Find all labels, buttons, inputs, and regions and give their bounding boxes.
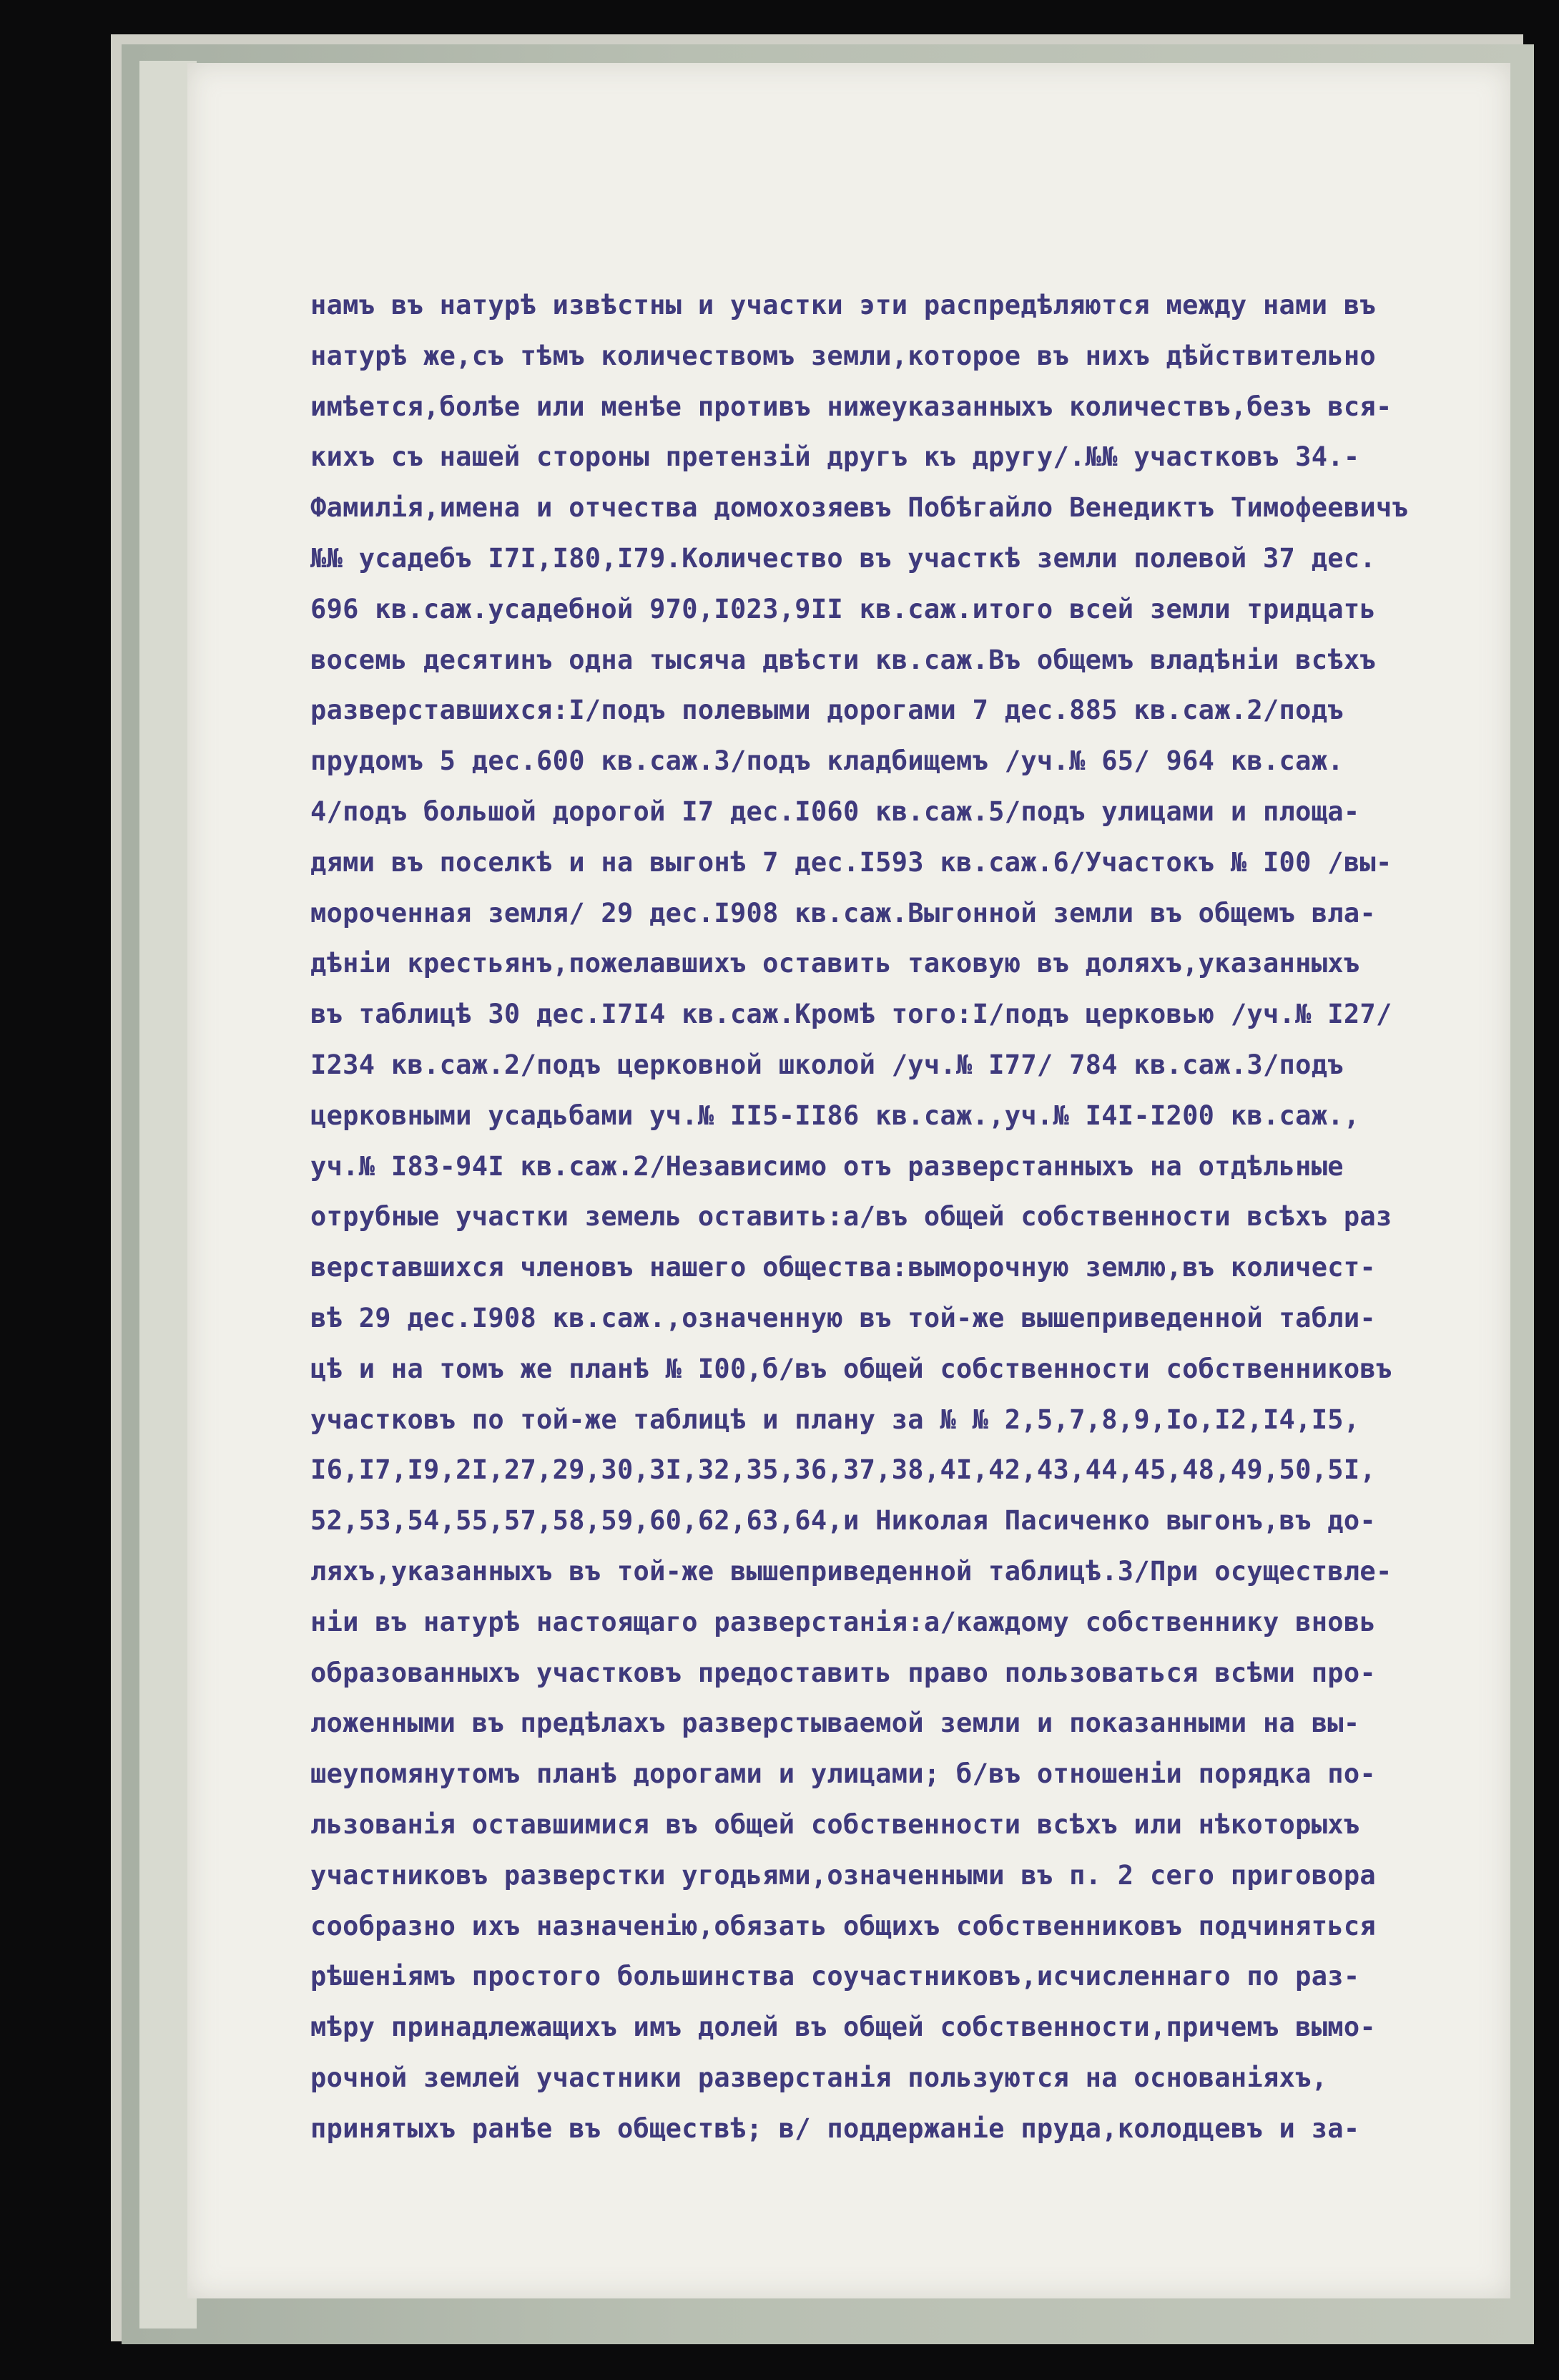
typed-text-body <box>310 280 1483 2154</box>
text-line: рѣшеніямъ простого большинства соучастниковъ,исчисленнаго по раз- <box>310 1961 1360 1992</box>
text-line: ложенными въ предѣлахъ разверстываемой земли и показанными на вы- <box>310 1708 1360 1739</box>
text-line: льзованія оставшимися въ общей собственности всѣхъ или нѣкоторыхъ <box>310 1808 1360 1840</box>
text-line: ніи въ натурѣ настоящаго разверстанія:а/каждому собственнику вновь <box>310 1606 1377 1637</box>
text-line: мѣру принадлежащихъ имъ долей въ общей собственности,причемъ вымо- <box>310 2012 1377 2043</box>
text-line: мороченная земля/ 29 дес.I908 кв.саж.Выгонной земли въ общемъ вла- <box>310 897 1377 929</box>
text-line: натурѣ же,съ тѣмъ количествомъ земли,которое въ нихъ дѣйствительно <box>310 340 1377 371</box>
text-line: восемь десятинъ одна тысяча двѣсти кв.саж.Въ общемъ владѣніи всѣхъ <box>310 644 1377 675</box>
text-line: 696 кв.саж.усадебной 970,I023,9II кв.саж.итого всей земли тридцать <box>310 593 1377 625</box>
text-line: участковъ по той-же таблицѣ и плану за № № 2,5,7,8,9,Io,I2,I4,I5, <box>310 1404 1360 1435</box>
text-line: I6,I7,I9,2I,27,29,30,3I,32,35,36,37,38,4I,42,43,44,45,48,49,50,5I, <box>310 1454 1377 1486</box>
text-line: отрубные участки земель оставить:а/въ общей собственности всѣхъ раз <box>310 1201 1392 1233</box>
text-line: Фамилія,имена и отчества домохозяевъ Побѣгайло Венедиктъ Тимофеевичъ <box>310 492 1409 524</box>
text-line: шеупомянутомъ планѣ дорогами и улицами; б/въ отношеніи порядка по- <box>310 1758 1377 1790</box>
text-line: уч.№ I83-94I кв.саж.2/Независимо отъ разверстанныхъ на отдѣльные <box>310 1150 1344 1182</box>
text-line: образованныхъ участковъ предоставить право пользоваться всѣми про- <box>310 1657 1377 1688</box>
text-line: принятыхъ ранѣе въ обществѣ; в/ поддержаніе пруда,колодцевъ и за- <box>310 2112 1360 2144</box>
text-line: кихъ съ нашей стороны претензій другъ къ другу/.№№ участковъ 34.- <box>310 441 1360 473</box>
text-line: цѣ и на томъ же планѣ № I00,б/въ общей собственности собственниковъ <box>310 1353 1392 1384</box>
text-line: въ таблицѣ 30 дес.I7I4 кв.саж.Кромѣ того:I/подъ церковью /уч.№ I27/ <box>310 999 1392 1030</box>
text-line: 4/подъ большой дорогой I7 дес.I060 кв.саж.5/подъ улицами и площа- <box>310 795 1360 827</box>
text-line: №№ усадебъ I7I,I80,I79.Количество въ участкѣ земли полевой 37 дес. <box>310 542 1377 574</box>
text-line: 52,53,54,55,57,58,59,60,62,63,64,и Николая Пасиченко выгонъ,въ до- <box>310 1505 1377 1537</box>
text-line: верставшихся членовъ нашего общества:выморочную землю,въ количест- <box>310 1252 1377 1283</box>
text-line: I234 кв.саж.2/подъ церковной школой /уч.№ I77/ 784 кв.саж.3/подъ <box>310 1049 1344 1080</box>
text-line: участниковъ разверстки угодьями,означенными въ п. 2 сего приговора <box>310 1859 1377 1891</box>
text-line: прудомъ 5 дес.600 кв.саж.3/подъ кладбищемъ /уч.№ 65/ 964 кв.саж. <box>310 745 1344 777</box>
text-line: намъ въ натурѣ извѣстны и участки эти распредѣляются между нами въ <box>310 290 1377 320</box>
text-line: имѣется,болѣе или менѣе противъ нижеуказанныхъ количествъ,безъ вся- <box>310 391 1392 422</box>
text-line: разверставшихся:I/подъ полевыми дорогами 7 дес.885 кв.саж.2/подъ <box>310 695 1344 726</box>
text-line: ляхъ,указанныхъ въ той-же вышеприведенной таблицѣ.3/При осуществле- <box>310 1555 1392 1587</box>
text-line: дѣніи крестьянъ,пожелавшихъ оставить таковую въ доляхъ,указанныхъ <box>310 948 1360 979</box>
text-line: рочной землей участники разверстанія пользуются на основаніяхъ, <box>310 2062 1328 2093</box>
text-line: дями въ поселкѣ и на выгонѣ 7 дес.I593 кв.саж.6/Участокъ № I00 /вы- <box>310 846 1392 878</box>
text-line: церковными усадьбами уч.№ II5-II86 кв.саж.,уч.№ I4I-I200 кв.саж., <box>310 1100 1360 1131</box>
text-line: сообразно ихъ назначенію,обязать общихъ собственниковъ подчиняться <box>310 1910 1377 1941</box>
text-line: вѣ 29 дес.I908 кв.саж.,означенную въ той-же вышеприведенной табли- <box>310 1302 1377 1333</box>
